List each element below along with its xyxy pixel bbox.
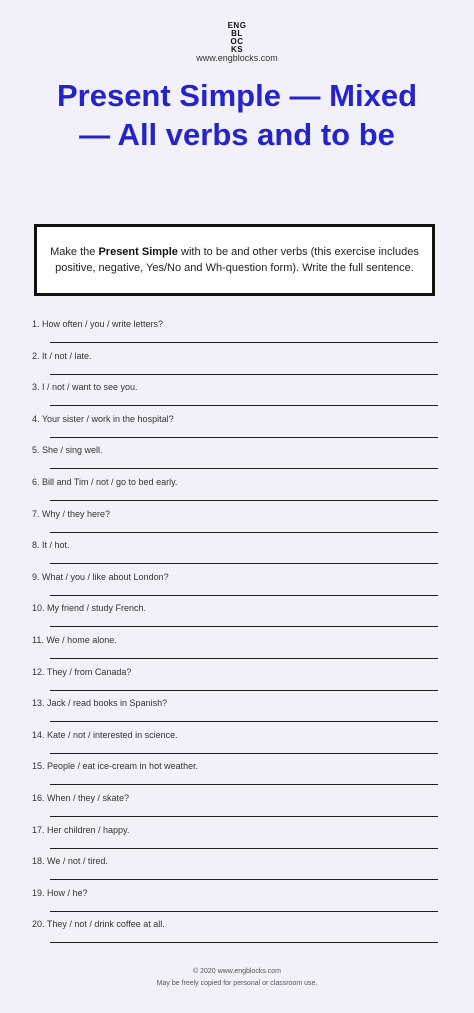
exercise-prompt: 8. It / hot. [32,540,70,551]
answer-line[interactable] [50,563,438,564]
exercise-prompt: 13. Jack / read books in Spanish? [32,698,168,709]
exercise-prompt: 18. We / not / tired. [32,856,108,867]
exercise-prompt: 15. People / eat ice-cream in hot weather. [32,761,199,772]
footer-copyright: © 2020 www.engblocks.com [192,968,282,975]
answer-line[interactable] [50,405,438,406]
exercise-prompt: 9. What / you / like about London? [32,571,169,582]
exercise-prompt: 10. My friend / study French. [32,603,147,614]
answer-line[interactable] [50,437,438,438]
exercise-item [32,821,438,853]
exercise-prompt: 19. How / he? [32,887,88,898]
exercise-item [32,726,438,758]
exercise-prompt: 4. Your sister / work in the hospital? [32,413,174,424]
instructions-before: Make the [50,246,99,258]
answer-line[interactable] [50,721,438,722]
answer-line[interactable] [50,595,438,596]
exercise-item [32,568,438,600]
logo-line-4: KS [230,45,244,54]
answer-line[interactable] [50,879,438,880]
exercise-list [32,315,438,947]
logo-line-1: ENG [227,21,247,30]
answer-line[interactable] [50,342,438,343]
exercise-prompt: 11. We / home alone. [32,634,117,645]
exercise-prompt: 1. How often / you / write letters? [32,319,164,329]
exercise-item [32,441,438,473]
exercise-item [32,347,438,379]
footer-note: May be freely copied for personal or classroom use. [156,980,318,987]
answer-line[interactable] [50,784,438,785]
answer-line[interactable] [50,753,438,754]
site-url: www.engblocks.com [196,53,278,63]
answer-line[interactable] [50,532,438,533]
answer-line[interactable] [50,658,438,659]
answer-line[interactable] [50,500,438,501]
answer-line[interactable] [50,374,438,375]
exercise-item [32,663,438,695]
exercise-prompt: 2. It / not / late. [32,350,92,361]
exercise-prompt: 3. I / not / want to see you. [32,382,138,393]
logo-line-3: OC [230,37,244,46]
exercise-prompt: 20. They / not / drink coffee at all. [32,919,165,930]
answer-line[interactable] [50,816,438,817]
instructions-bold: Present Simple [98,246,178,258]
exercise-item [32,315,438,347]
exercise-prompt: 7. Why / they here? [32,508,111,519]
exercise-prompt: 6. Bill and Tim / not / go to bed early. [32,476,178,487]
exercise-item [32,536,438,568]
exercise-item [32,631,438,663]
answer-line[interactable] [50,942,438,943]
page-title: Present Simple — Mixed — All verbs and to be [56,78,418,152]
instructions-text [47,244,422,276]
footer [0,966,474,990]
exercise-item [32,694,438,726]
exercise-item [32,915,438,947]
exercise-item [32,852,438,884]
exercise-item [32,599,438,631]
answer-line[interactable] [50,468,438,469]
answer-line[interactable] [50,848,438,849]
exercise-prompt: 5. She / sing well. [32,445,103,456]
exercise-prompt: 14. Kate / not / interested in science. [32,729,178,740]
answer-line[interactable] [50,626,438,627]
answer-line[interactable] [50,690,438,691]
exercise-item [32,378,438,410]
exercise-item [32,505,438,537]
exercise-item [32,789,438,821]
answer-line[interactable] [50,911,438,912]
exercise-item [32,884,438,916]
exercise-prompt: 17. Her children / happy. [32,824,130,835]
exercise-item [32,473,438,505]
exercise-prompt: 16. When / they / skate? [32,792,130,803]
logo-line-2: BL [231,29,243,38]
exercise-prompt: 12. They / from Canada? [32,666,132,677]
instructions-after: with to be and other verbs (this exercise includes positive, negative, Yes/No and Wh-question form). Write the full sentence. [55,246,419,274]
exercise-item [32,757,438,789]
engblocks-logo [220,22,254,54]
exercise-item [32,410,438,442]
instructions-box [34,224,435,296]
